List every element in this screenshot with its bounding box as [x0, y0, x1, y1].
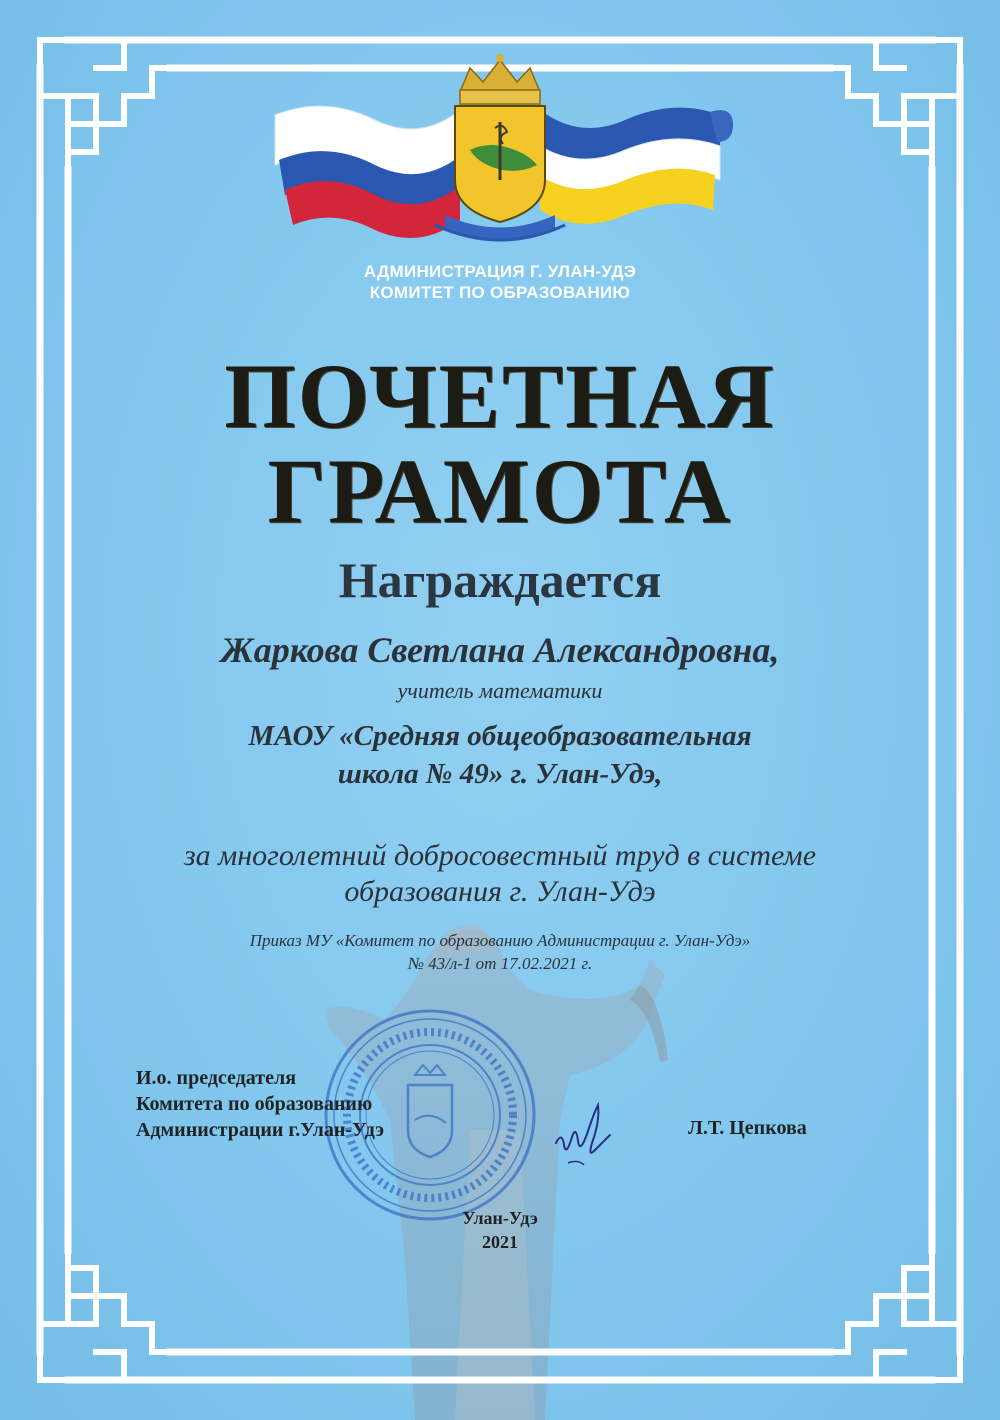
award-reason-line-1: за многолетний добросовестный труд в системе: [183, 839, 817, 872]
recipient-position: учитель математики: [397, 678, 603, 703]
awarded-label: Награждается: [338, 552, 662, 608]
handwritten-signature-icon: [548, 1085, 618, 1175]
organization-line-1: АДМИНИСТРАЦИЯ Г. УЛАН-УДЭ: [363, 262, 637, 281]
footer-year: 2021: [482, 1232, 518, 1252]
certificate-title-line-1: ПОЧЕТНАЯ: [224, 345, 776, 447]
organization-line-2: КОМИТЕТ ПО ОБРАЗОВАНИЮ: [369, 283, 631, 302]
signatory-name: Л.Т. Цепкова: [688, 1117, 807, 1139]
signatory-title-line-2: Комитета по образованию: [136, 1093, 373, 1115]
signatory-title-line-3: Администрации г.Улан-Удэ: [136, 1119, 385, 1141]
award-reason-line-2: образования г. Улан-Удэ: [344, 875, 656, 908]
certificate-title-line-2: ГРАМОТА: [267, 440, 733, 542]
coat-of-arms-with-flags-icon: [255, 50, 745, 255]
recipient-name: Жаркова Светлана Александровна,: [220, 630, 780, 670]
signatory-title-line-1: И.о. председателя: [136, 1067, 297, 1089]
order-reference-line-2: № 43/л-1 от 17.02.2021 г.: [407, 954, 593, 973]
school-line-1: МАОУ «Средняя общеобразовательная: [248, 720, 752, 752]
order-reference-line-1: Приказ МУ «Комитет по образованию Администрации г. Улан-Удэ»: [249, 931, 751, 950]
school-line-2: школа № 49» г. Улан-Удэ,: [337, 758, 663, 790]
footer-city: Улан-Удэ: [462, 1208, 538, 1228]
